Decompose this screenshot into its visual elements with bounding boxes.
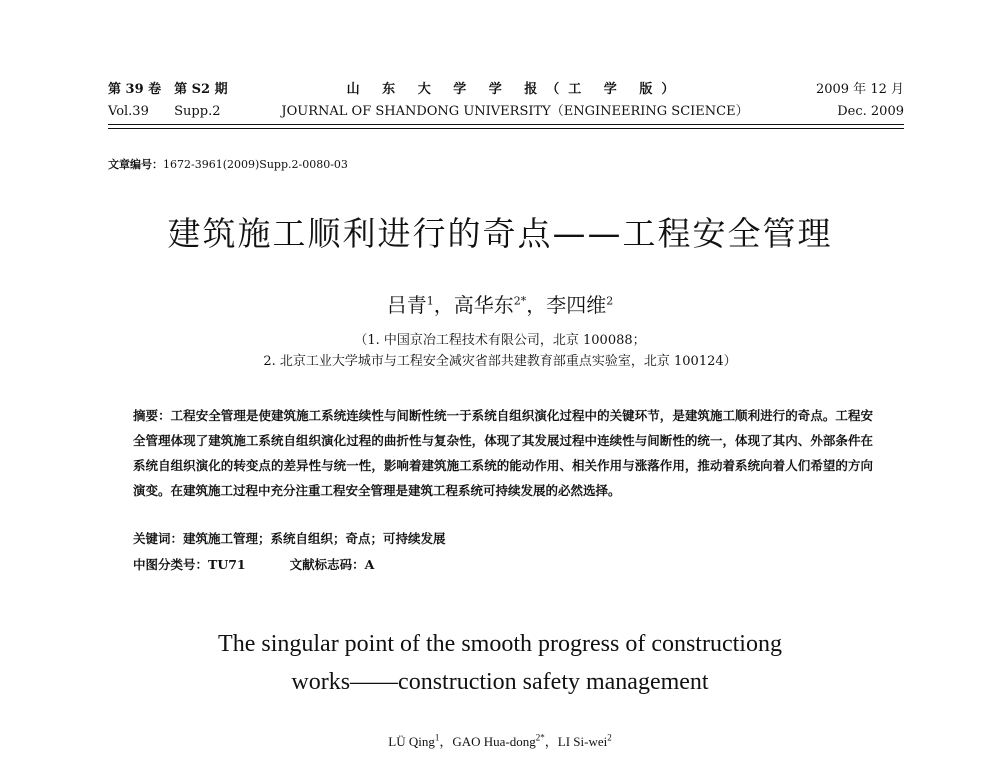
title-cn: 建筑施工顺利进行的奇点——工程安全管理 xyxy=(167,214,833,253)
author-2-en: ，GAO Hua-dong xyxy=(439,734,536,749)
author-3-cn-affil: 2 xyxy=(606,294,614,308)
date-en: Dec. 2009 xyxy=(837,104,904,119)
header-rule-thin xyxy=(108,128,904,129)
author-1-en-affil: 1 xyxy=(434,732,440,743)
keywords-cn xyxy=(133,529,446,547)
journal-name-cn: 山 东 大 学 学 报（工 学 版） xyxy=(346,82,684,97)
article-number xyxy=(108,156,348,172)
title-en-line-1: The singular point of the smooth progress of constructiong xyxy=(218,631,782,657)
author-2-en-affil: 2* xyxy=(535,732,545,743)
date-cn: 2009 年 12 月 xyxy=(815,82,904,97)
authors-cn xyxy=(0,289,1000,318)
header-date xyxy=(816,79,904,123)
keywords-label: 关键词： xyxy=(133,531,184,546)
abstract-cn xyxy=(133,403,873,503)
author-1-en: LÜ Qing xyxy=(388,734,435,749)
author-2-cn: ，高华东 xyxy=(433,293,514,317)
header-journal-name xyxy=(280,79,750,123)
classification-line xyxy=(133,555,374,573)
author-2-cn-affil: 2* xyxy=(513,294,527,308)
clc-value: TU71 xyxy=(208,557,246,572)
affiliation-1: （1. 中国京冶工程技术有限公司，北京 100088； xyxy=(354,333,646,348)
keywords-text: 建筑施工管理；系统自组织；奇点；可持续发展 xyxy=(183,531,446,546)
author-1-cn: 吕青 xyxy=(386,293,427,317)
volume-en: Vol.39 xyxy=(108,104,149,119)
affiliation-2: 2. 北京工业大学城市与工程安全减灾省部共建教育部重点实验室，北京 100124） xyxy=(263,354,737,369)
abstract-text: 工程安全管理是使建筑施工系统连续性与间断性统一于系统自组织演化过程中的关键环节，是建筑施工顺利进行的奇点。工程安全管理体现了建筑施工系统自组织演化过程的曲折性与复杂性，体现了其发展过程中连续性与间断性的统一，体现了其内、外部条件在系统自组织演化的转变点的差异性与统一性，影响着建筑施工系统的能动作用、相关作用与涨落作用，推动着系统向着人们希望的方向演变。在建筑施工过程中充分注重工程安全管理是建筑工程系统可持续发展的必然选择。 xyxy=(133,408,873,498)
issue-cn: 第 S2 期 xyxy=(174,82,228,97)
doc-code-value: A xyxy=(364,557,375,572)
volume-cn: 第 39 卷 xyxy=(108,82,162,97)
header-volume-issue xyxy=(108,79,236,123)
abstract-label: 摘要： xyxy=(133,408,171,423)
issue-en: Supp.2 xyxy=(174,104,221,119)
author-1-cn-affil: 1 xyxy=(426,294,434,308)
doc-code-label: 文献标志码： xyxy=(289,557,365,572)
title-en-line-2: works——construction safety management xyxy=(291,669,709,695)
journal-name-en: JOURNAL OF SHANDONG UNIVERSITY（ENGINEERING SCIENCE） xyxy=(281,104,749,119)
author-3-en: ，LI Si-wei xyxy=(544,734,608,749)
article-number-value: 1672-3961(2009)Supp.2-0080-03 xyxy=(163,158,348,171)
author-3-cn: ，李四维 xyxy=(526,293,607,317)
author-3-en-affil: 2 xyxy=(607,732,612,743)
authors-en xyxy=(0,731,1000,750)
article-number-label: 文章编号： xyxy=(108,158,163,171)
clc-label: 中图分类号： xyxy=(133,557,209,572)
title-en xyxy=(0,625,1000,701)
header-rule-thick xyxy=(108,124,904,125)
